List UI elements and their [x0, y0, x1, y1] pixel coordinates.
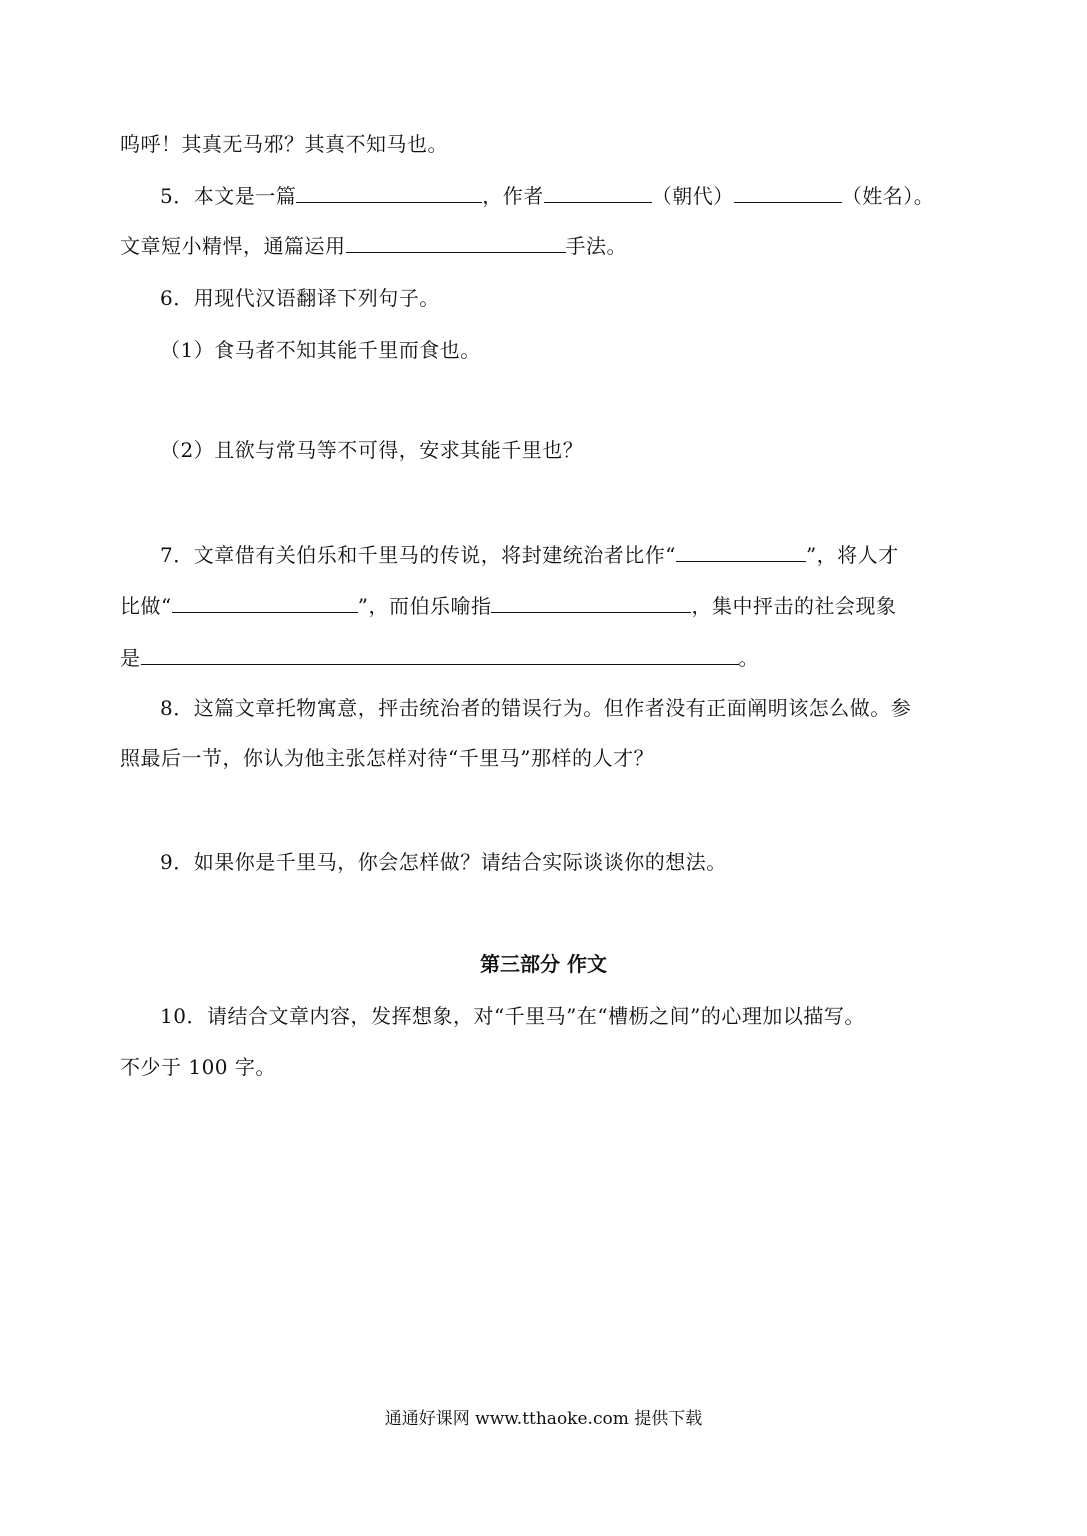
question-8-line-2: 照最后一节，你认为他主张怎样对待“千里马”那样的人才？	[120, 746, 654, 770]
page-footer: 通通好课网 www.tthaoke.com 提供下载	[384, 1409, 703, 1429]
question-5-line-2	[120, 234, 627, 258]
q7-blank-bole[interactable]	[491, 594, 691, 613]
passage-last-line: 呜呼！其真无马邪？其真不知马也。	[120, 132, 448, 156]
q7-text-5: ，集中抨击的社会现象	[691, 594, 897, 618]
q5-text-2: ，作者	[482, 184, 544, 208]
question-6-item-2: （2）且欲与常马等不可得，安求其能千里也？	[160, 438, 584, 462]
q5-blank-author[interactable]	[734, 184, 842, 203]
question-7-line-3	[120, 646, 759, 670]
q5-text-4: （姓名）。	[841, 184, 935, 208]
q5-blank-genre[interactable]	[296, 184, 482, 203]
question-10-line-1: 10．请结合文章内容，发挥想象，对“千里马”在“槽枥之间”的心理加以描写。	[160, 1004, 865, 1028]
q5-text-1: 5．本文是一篇	[160, 184, 297, 208]
q7-text-7: 。	[738, 646, 759, 670]
question-10-line-2: 不少于 100 字。	[120, 1055, 276, 1079]
q5-blank-dynasty[interactable]	[544, 184, 652, 203]
question-6-item-1: （1）食马者不知其能千里而食也。	[160, 338, 481, 362]
question-7-line-1	[160, 543, 899, 567]
q5-blank-technique[interactable]	[346, 234, 566, 253]
q7-blank-rulers[interactable]	[676, 543, 806, 562]
question-9: 9．如果你是千里马，你会怎样做？请结合实际谈谈你的想法。	[160, 850, 727, 874]
q5-text-6: 手法。	[565, 234, 627, 258]
q5-text-5: 文章短小精悍，通篇运用	[120, 234, 346, 258]
question-5-line-1	[160, 184, 934, 208]
question-7-line-2	[120, 594, 896, 618]
q7-text-3: 比做“	[120, 594, 172, 618]
q7-text-2: ”，将人才	[805, 543, 899, 567]
q7-blank-phenomenon[interactable]	[141, 646, 739, 665]
q7-text-4: ”，而伯乐喻指	[357, 594, 492, 618]
question-6-prompt: 6．用现代汉语翻译下列句子。	[160, 286, 440, 310]
question-8-line-1: 8．这篇文章托物寓意，抨击统治者的错误行为。但作者没有正面阐明该怎么做。参	[160, 696, 912, 720]
q5-text-3: （朝代）	[651, 184, 734, 208]
q7-text-1: 7．文章借有关伯乐和千里马的传说，将封建统治者比作“	[160, 543, 676, 567]
q7-text-6: 是	[120, 646, 141, 670]
q7-blank-talent[interactable]	[172, 594, 358, 613]
section-3-title: 第三部分 作文	[480, 952, 607, 976]
